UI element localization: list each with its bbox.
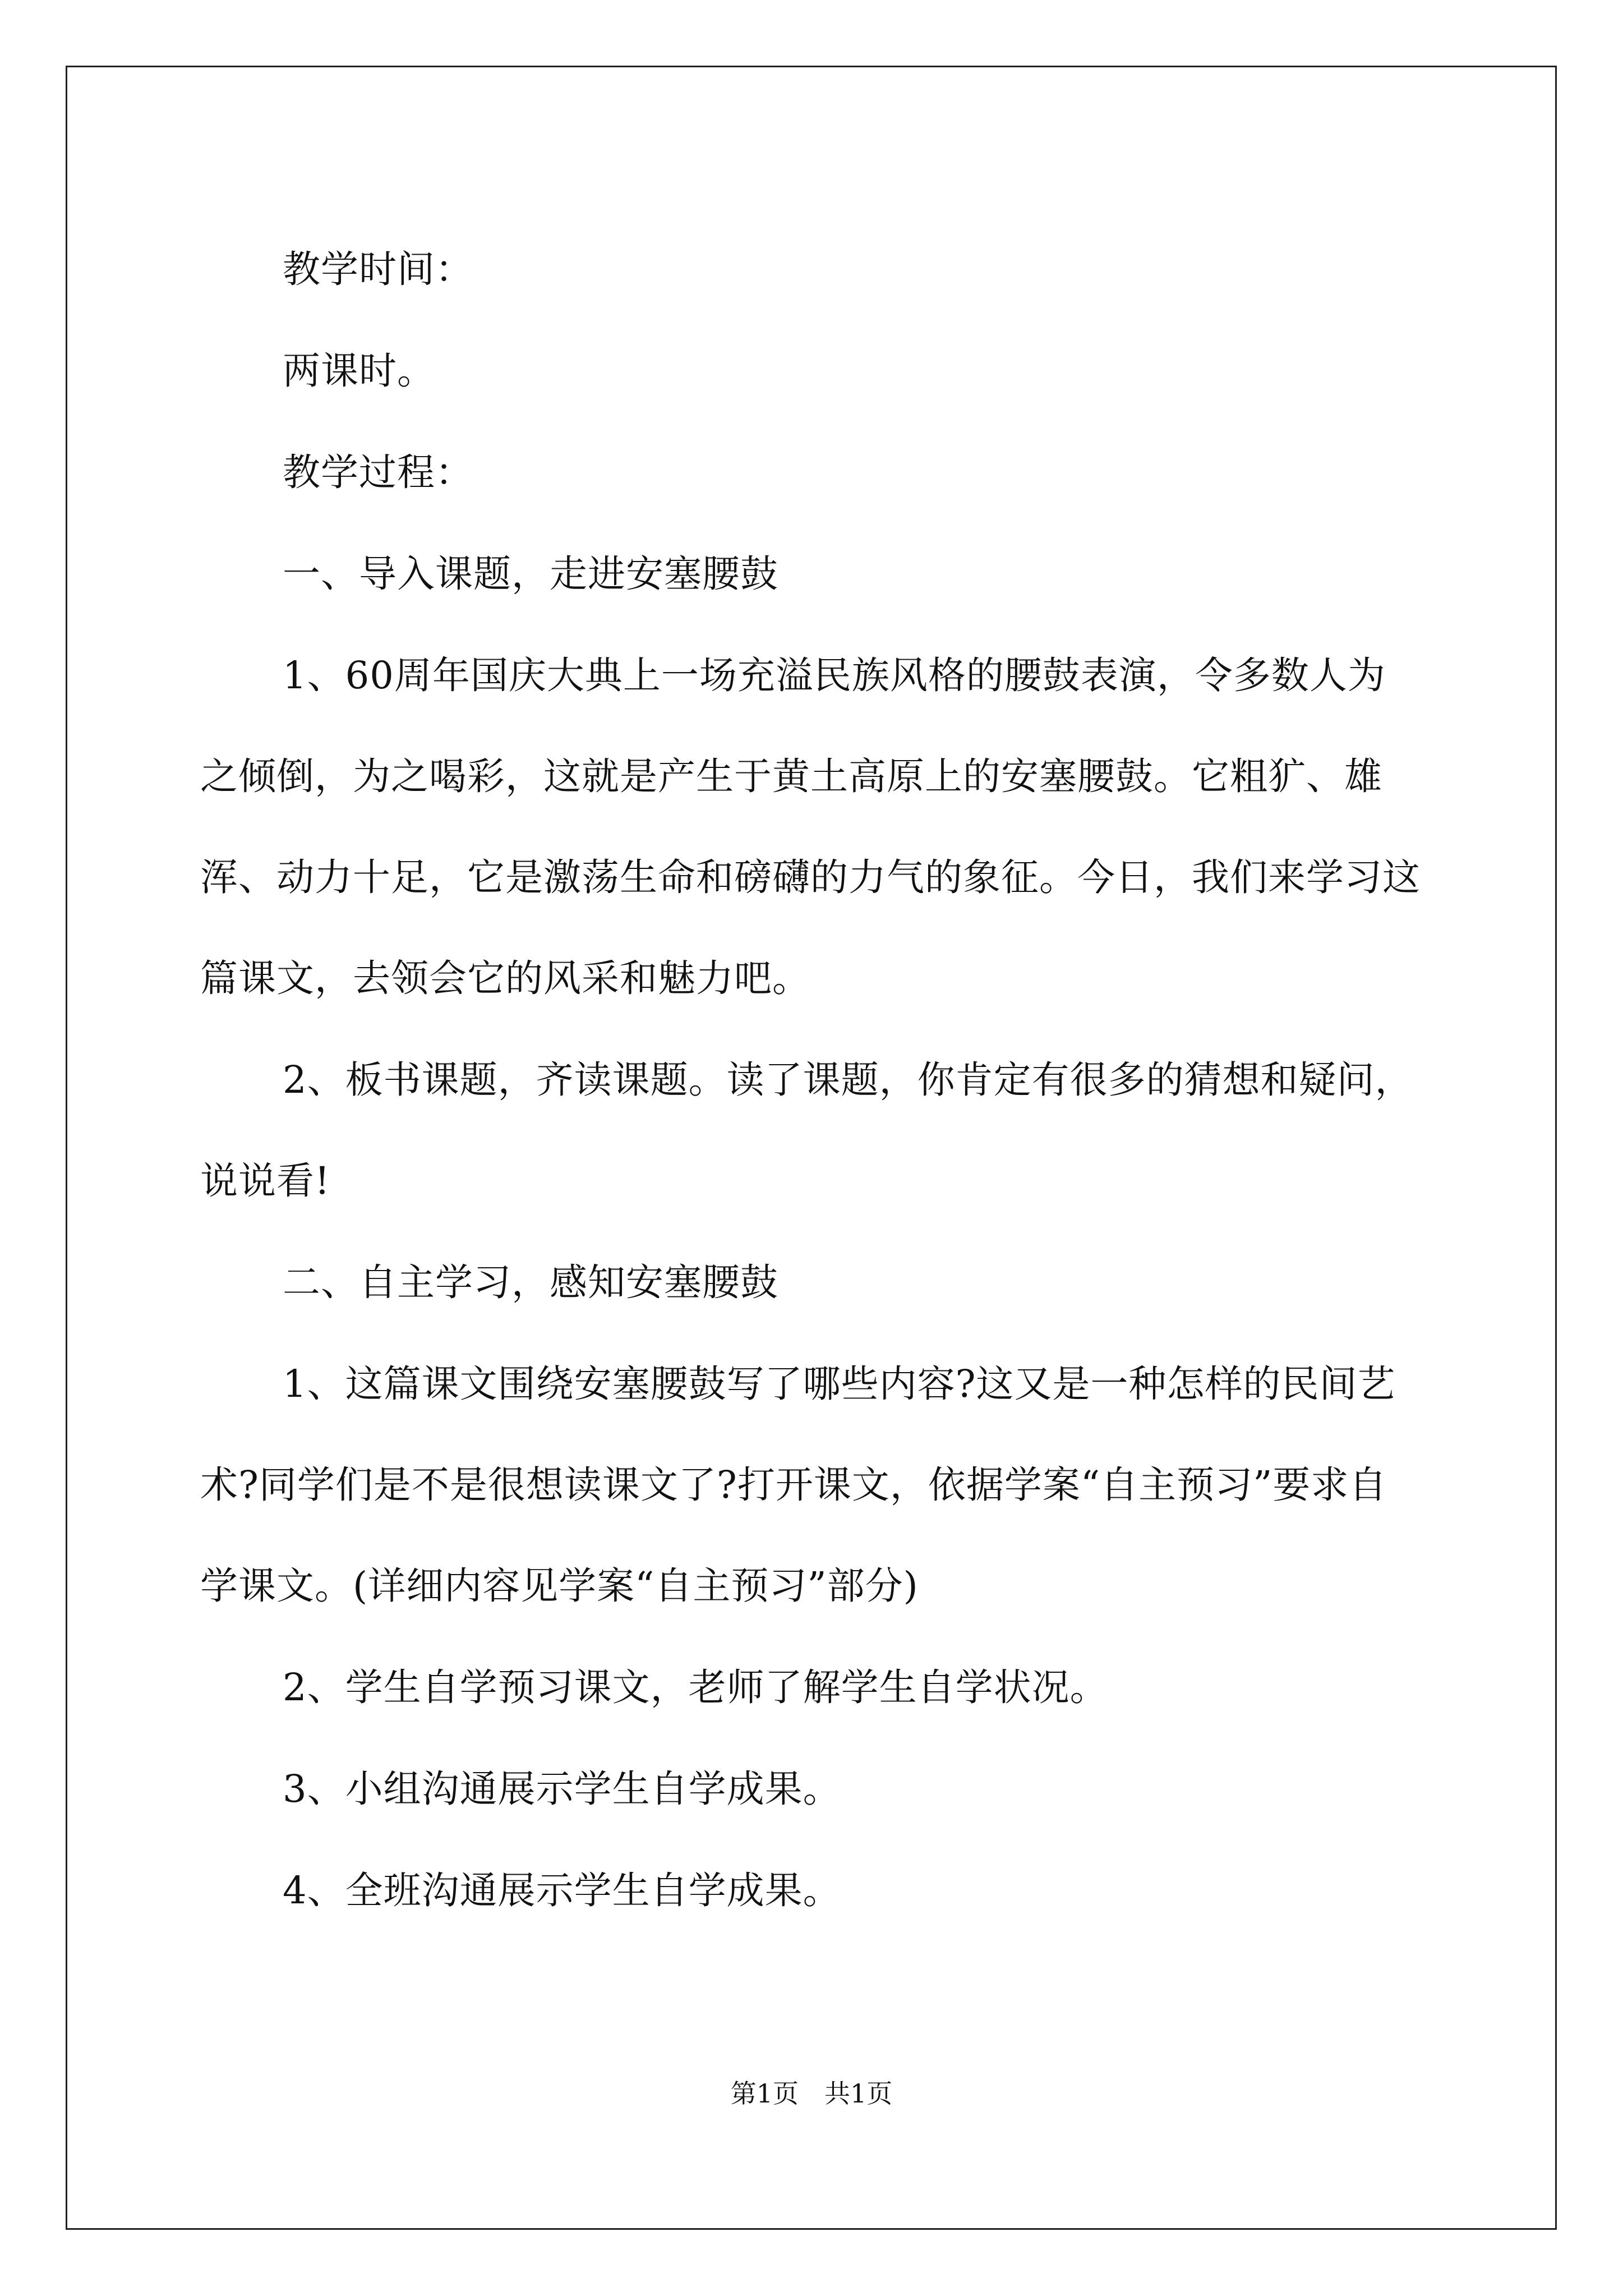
paragraph-item: 1、这篇课文围绕安塞腰鼓写了哪些内容?这又是一种怎样的民间艺术?同学们是不是很想读课文了?打开课文，依据学案“自主预习”要求自学课文。(详细内容见学案“自主预习”部分) bbox=[200, 1362, 1396, 1608]
paragraph-teaching-time-heading: 教学时间： bbox=[283, 247, 473, 291]
paragraph-item: 1、60周年国庆大典上一场充溢民族风格的腰鼓表演，令多数人为之倾倒，为之喝彩，这就是产生于黄土高原上的安塞腰鼓。它粗犷、雄浑、动力十足，它是激荡生命和磅礴的力气的象征。今日，我们来学习这篇课文，去领会它的风采和魅力吧。 bbox=[200, 654, 1421, 1000]
paragraph-item: 2、学生自学预习课文，老师了解学生自学状况。 bbox=[283, 1665, 1108, 1709]
paragraph-item: 4、全班沟通展示学生自学成果。 bbox=[283, 1869, 841, 1912]
paragraph-teaching-time-value: 两课时。 bbox=[283, 349, 435, 393]
paragraph-item: 2、板书课题，齐读课题。读了课题，你肯定有很多的猜想和疑问，说说看! bbox=[200, 1058, 1413, 1203]
section-heading-one: 一、导入课题，走进安塞腰鼓 bbox=[283, 552, 778, 596]
document-body bbox=[200, 219, 1423, 1941]
paragraph-teaching-process-heading: 教学过程： bbox=[283, 450, 473, 494]
page-footer: 第1页 共1页 bbox=[730, 2078, 893, 2109]
section-heading-two: 二、自主学习，感知安塞腰鼓 bbox=[283, 1260, 778, 1304]
paragraph-item: 3、小组沟通展示学生自学成果。 bbox=[283, 1767, 841, 1811]
